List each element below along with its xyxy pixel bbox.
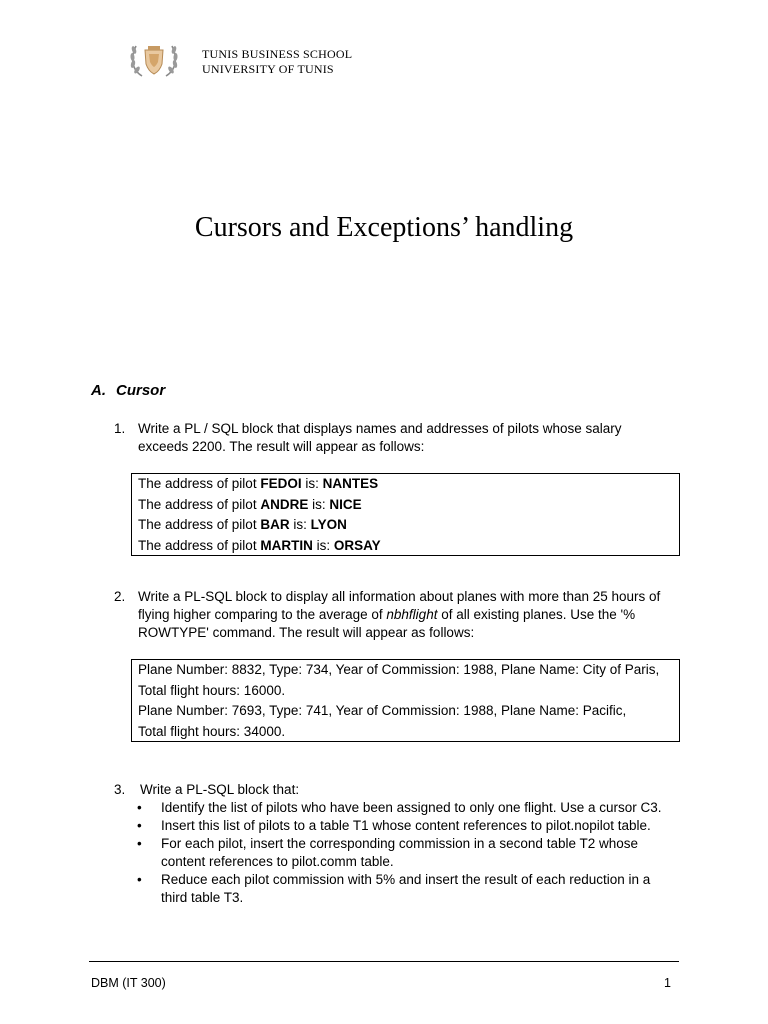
bullet-icon: •	[137, 872, 142, 887]
question-3	[114, 781, 674, 799]
list-item: • For each pilot, insert the corresponding commission in a second table T2 whose content references to pilot.comm table.	[137, 836, 639, 869]
header-institution	[202, 47, 352, 77]
output-line: The address of pilot MARTIN is: ORSAY	[138, 537, 381, 553]
output-line: The address of pilot ANDRE is: NICE	[138, 496, 362, 512]
output-line: The address of pilot BAR is: LYON	[138, 517, 347, 532]
list-item: • Reduce each pilot commission with 5% and insert the result of each reduction in a third table T3.	[137, 872, 651, 905]
output-line: Plane Number: 8832, Type: 734, Year of Commission: 1988, Plane Name: City of Paris,	[138, 662, 660, 677]
page-number: 1	[664, 976, 671, 990]
question-number: 2.	[114, 589, 126, 604]
question-number: 3.	[114, 782, 126, 797]
university-logo	[128, 40, 180, 80]
section-heading	[91, 382, 165, 399]
bullet-icon: •	[137, 836, 142, 851]
output-line: Plane Number: 7693, Type: 741, Year of Commission: 1988, Plane Name: Pacific,	[138, 703, 627, 718]
question-text: Write a PL / SQL block that displays names and addresses of pilots whose salary exceeds 2200. The result will appear as follows:	[138, 421, 622, 454]
footer-course: DBM (IT 300)	[91, 976, 166, 990]
footer-divider	[89, 961, 679, 962]
list-item: • Identify the list of pilots who have been assigned to only one flight. Use a cursor C3.	[137, 800, 662, 815]
document-title: Cursors and Exceptions’ handling	[194, 212, 574, 243]
question-1	[114, 420, 674, 456]
output-line: Total flight hours: 34000.	[138, 723, 286, 739]
output-line: The address of pilot FEDOI is: NANTES	[138, 476, 379, 491]
section-letter: A.	[91, 382, 106, 399]
question-number: 1.	[114, 421, 126, 436]
example-output-box-2	[131, 659, 680, 742]
bullet-icon: •	[137, 800, 142, 815]
output-line: Total flight hours: 16000.	[138, 682, 286, 698]
school-name: TUNIS BUSINESS SCHOOL	[202, 47, 353, 61]
question-2	[114, 588, 674, 642]
list-item: • Insert this list of pilots to a table T1 whose content references to pilot.nopilot table.	[137, 818, 651, 833]
bullet-icon: •	[137, 818, 142, 833]
question-text: Write a PL-SQL block to display all information about planes with more than 25 hours of flying higher comparing to the average of nbhflight of all existing planes. Use the '% ROWTYPE' command. The result will appear as follows:	[138, 589, 661, 640]
example-output-box-1	[131, 473, 680, 556]
question-text: Write a PL-SQL block that:	[140, 782, 300, 797]
section-name: Cursor	[116, 382, 166, 399]
bullet-list	[134, 799, 679, 907]
university-name: UNIVERSITY OF TUNIS	[202, 62, 334, 76]
